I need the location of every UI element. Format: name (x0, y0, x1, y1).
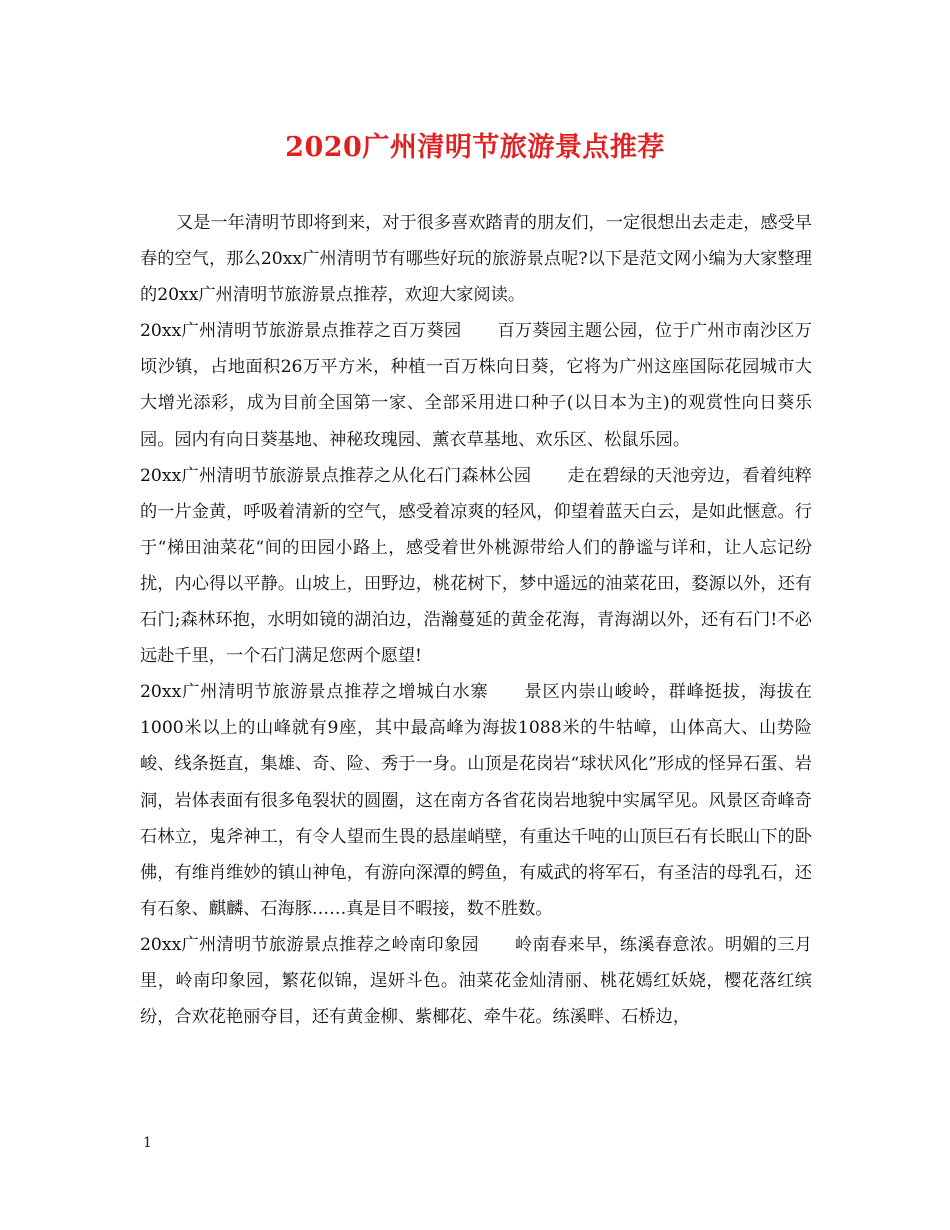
intro-paragraph: 又是一年清明节即将到来，对于很多喜欢踏青的朋友们，一定很想出去走走，感受早春的空气，那么20xx广州清明节有哪些好玩的旅游景点呢?以下是范文网小编为大家整理的20xx广州清明节旅游景点推荐，欢迎大家阅读。 (140, 213, 812, 306)
document-title: 2020广州清明节旅游景点推荐 (285, 132, 665, 163)
section-heading: 20xx广州清明节旅游景点推荐之百万葵园 (140, 321, 462, 342)
section-heading: 20xx广州清明节旅游景点推荐之增城白水寨 (140, 682, 489, 703)
section-heading: 20xx广州清明节旅游景点推荐之从化石门森林公园 (140, 465, 532, 486)
section-text: 岭南春来早，练溪春意浓。明媚的三月里，岭南印象园，繁花似锦，逞妍斗色。油菜花金灿清丽、桃花嫣红妖娆，樱花落红缤纷，合欢花艳丽夺目，还有黄金柳、紫椰花、牵牛花。练溪畔、石桥边， (140, 934, 812, 1028)
section-text: 百万葵园主题公园，位于广州市南沙区万顷沙镇，占地面积26万平方米，种植一百万株向日葵，它将为广州这座国际花园城市大大增光添彩，成为目前全国第一家、全部采用进口种子(以日本为主)的观赏性向日葵乐园。园内有向日葵基地、神秘玫瑰园、薰衣草基地、欢乐区、松鼠乐园。 (140, 321, 812, 450)
section-paragraph-baiwan-kuiyuan (140, 313, 812, 457)
section-text: 景区内崇山峻岭，群峰挺拔，海拔在1000米以上的山峰就有9座，其中最高峰为海拔1088米的牛牯嶂，山体高大、山势险峻、线条挺直，集雄、奇、险、秀于一身。山顶是花岗岩“球状风化”形成的怪异石蛋、岩洞，岩体表面有很多龟裂状的圆圈，这在南方各省花岗岩地貌中实属罕见。风景区奇峰奇石林立，鬼斧神工，有令人望而生畏的悬崖峭壁，有重达千吨的山顶巨石有长眠山下的卧佛，有维肖维妙的镇山神龟，有游向深潭的鳄鱼，有威武的将军石，有圣洁的母乳石，还有石象、麒麟、石海豚……真是目不暇接，数不胜数。 (140, 682, 812, 919)
section-paragraph-shimen-forest-park (140, 458, 812, 675)
section-text: 走在碧绿的天池旁边，看着纯粹的一片金黄，呼吸着清新的空气，感受着凉爽的轻风，仰望着蓝天白云，是如此惬意。行于“梯田油菜花“间的田园小路上，感受着世外桃源带给人们的静谧与详和，让人忘记纷扰，内心得以平静。山坡上，田野边，桃花树下，梦中遥远的油菜花田，婺源以外，还有石门;森林环抱，水明如镜的湖泊边，浩瀚蔓延的黄金花海，青海湖以外，还有石门!不必远赴千里，一个石门满足您两个愿望! (140, 465, 812, 667)
document-body (140, 205, 812, 1035)
page-number: 1 (143, 1135, 152, 1151)
section-paragraph-lingnan-impression-park (140, 927, 812, 1035)
section-paragraph-baishuizhai (140, 674, 812, 927)
section-heading: 20xx广州清明节旅游景点推荐之岭南印象园 (140, 934, 479, 955)
